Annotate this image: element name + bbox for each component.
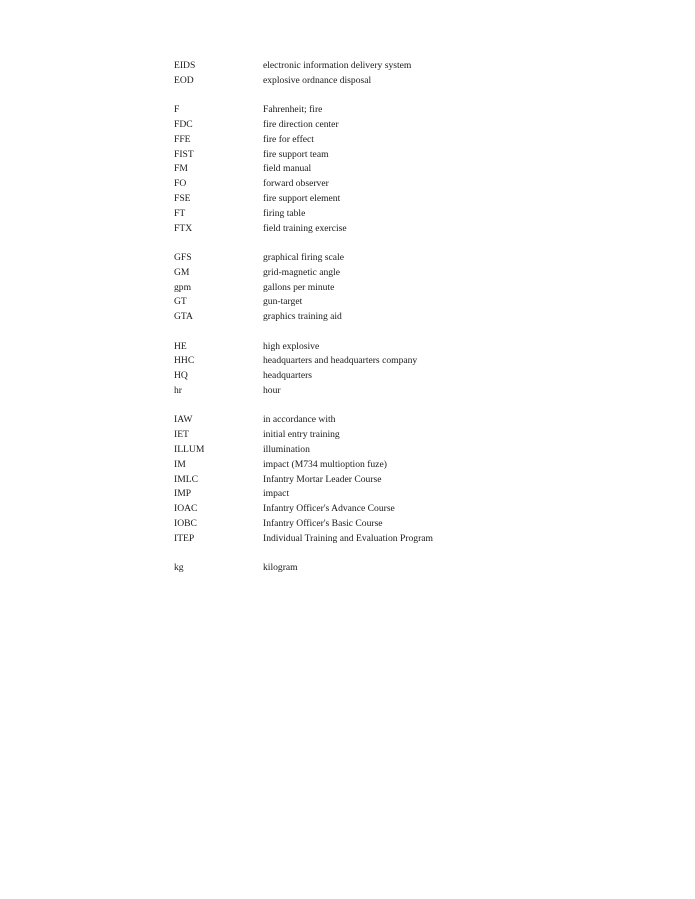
- glossary-entry: [174, 561, 634, 576]
- glossary-term: HHC: [174, 355, 195, 367]
- glossary-term: FIST: [174, 148, 194, 160]
- glossary-entry: [174, 207, 634, 222]
- glossary-entry: [174, 428, 634, 443]
- glossary-entry: [174, 281, 634, 296]
- glossary-entry: [174, 295, 634, 310]
- glossary-definition: forward observer: [263, 178, 329, 190]
- glossary-entry: [174, 458, 634, 473]
- glossary-definition: high explosive: [263, 340, 320, 352]
- glossary-definition: impact (M734 multioption fuze): [263, 458, 387, 470]
- glossary-definition: field training exercise: [263, 222, 347, 234]
- glossary-term: HQ: [174, 370, 188, 382]
- glossary-definition: illumination: [263, 443, 310, 455]
- glossary-entry: [174, 310, 634, 325]
- glossary-definition: Infantry Officer's Basic Course: [263, 517, 383, 529]
- glossary-term: FM: [174, 163, 188, 175]
- glossary-entry: [174, 413, 634, 428]
- glossary-term: ITEP: [174, 532, 195, 544]
- glossary-definition: Fahrenheit; fire: [263, 104, 323, 116]
- glossary-definition: Infantry Officer's Advance Course: [263, 503, 395, 515]
- glossary-entry: [174, 517, 634, 532]
- glossary-term: IMP: [174, 488, 192, 500]
- glossary-definition: fire support element: [263, 192, 341, 204]
- glossary-term: GFS: [174, 251, 192, 263]
- glossary-entry: [174, 133, 634, 148]
- glossary-term: GT: [174, 296, 187, 308]
- glossary-group: [174, 413, 634, 546]
- glossary-entry: [174, 177, 634, 192]
- glossary-list: [174, 59, 634, 590]
- glossary-entry: [174, 74, 634, 89]
- glossary-definition: explosive ordnance disposal: [263, 74, 372, 86]
- glossary-definition: electronic information delivery system: [263, 60, 412, 71]
- glossary-entry: [174, 502, 634, 517]
- glossary-term: EOD: [174, 74, 194, 86]
- glossary-term: FFE: [174, 133, 191, 145]
- glossary-term: IAW: [174, 414, 193, 426]
- glossary-group: [174, 561, 634, 576]
- glossary-group: [174, 103, 634, 236]
- glossary-definition: fire support team: [263, 148, 329, 160]
- glossary-entry: [174, 222, 634, 237]
- glossary-definition: firing table: [263, 207, 306, 219]
- glossary-term: IOBC: [174, 517, 197, 529]
- glossary-term: IM: [174, 458, 186, 470]
- glossary-definition: grid-magnetic angle: [263, 266, 340, 278]
- glossary-definition: Infantry Mortar Leader Course: [263, 473, 382, 485]
- glossary-entry: [174, 162, 634, 177]
- glossary-definition: in accordance with: [263, 414, 336, 426]
- glossary-term: GTA: [174, 311, 193, 323]
- glossary-definition: kilogram: [263, 562, 298, 574]
- glossary-entry: [174, 354, 634, 369]
- glossary-entry: [174, 443, 634, 458]
- glossary-term: FSE: [174, 192, 191, 204]
- glossary-term: F: [174, 104, 180, 116]
- glossary-entry: [174, 251, 634, 266]
- glossary-term: ILLUM: [174, 443, 205, 455]
- glossary-entry: [174, 532, 634, 547]
- glossary-definition: Individual Training and Evaluation Program: [263, 532, 434, 544]
- glossary-group: [174, 59, 634, 89]
- glossary-term: FDC: [174, 118, 193, 130]
- glossary-entry: [174, 384, 634, 399]
- glossary-term: IMLC: [174, 473, 198, 485]
- glossary-term: FTX: [174, 222, 193, 234]
- glossary-term: IOAC: [174, 503, 198, 515]
- glossary-term: gpm: [174, 281, 192, 293]
- glossary-entry: [174, 340, 634, 355]
- glossary-term: FT: [174, 207, 186, 219]
- glossary-term: hr: [174, 384, 182, 396]
- glossary-entry: [174, 103, 634, 118]
- glossary-definition: graphics training aid: [263, 311, 342, 323]
- glossary-entry: [174, 266, 634, 281]
- glossary-term: IET: [174, 429, 189, 441]
- glossary-definition: fire direction center: [263, 118, 339, 130]
- glossary-definition: impact: [263, 488, 290, 500]
- glossary-term: FO: [174, 178, 187, 190]
- glossary-entry: [174, 369, 634, 384]
- glossary-group: [174, 251, 634, 325]
- glossary-group: [174, 340, 634, 399]
- glossary-entry: [174, 192, 634, 207]
- glossary-definition: hour: [263, 384, 281, 396]
- glossary-entry: [174, 118, 634, 133]
- glossary-term: HE: [174, 340, 187, 352]
- glossary-definition: initial entry training: [263, 429, 340, 441]
- glossary-definition: headquarters and headquarters company: [263, 355, 418, 367]
- glossary-definition: gallons per minute: [263, 281, 335, 293]
- glossary-entry: [174, 148, 634, 163]
- glossary-term: GM: [174, 266, 190, 278]
- glossary-entry: [174, 59, 634, 74]
- glossary-entry: [174, 487, 634, 502]
- glossary-definition: gun-target: [263, 296, 303, 308]
- glossary-term: kg: [174, 562, 184, 574]
- glossary-definition: graphical firing scale: [263, 251, 344, 263]
- glossary-term: EIDS: [174, 60, 196, 71]
- glossary-definition: headquarters: [263, 370, 313, 382]
- glossary-entry: [174, 473, 634, 488]
- glossary-definition: fire for effect: [263, 133, 314, 145]
- glossary-definition: field manual: [263, 163, 312, 175]
